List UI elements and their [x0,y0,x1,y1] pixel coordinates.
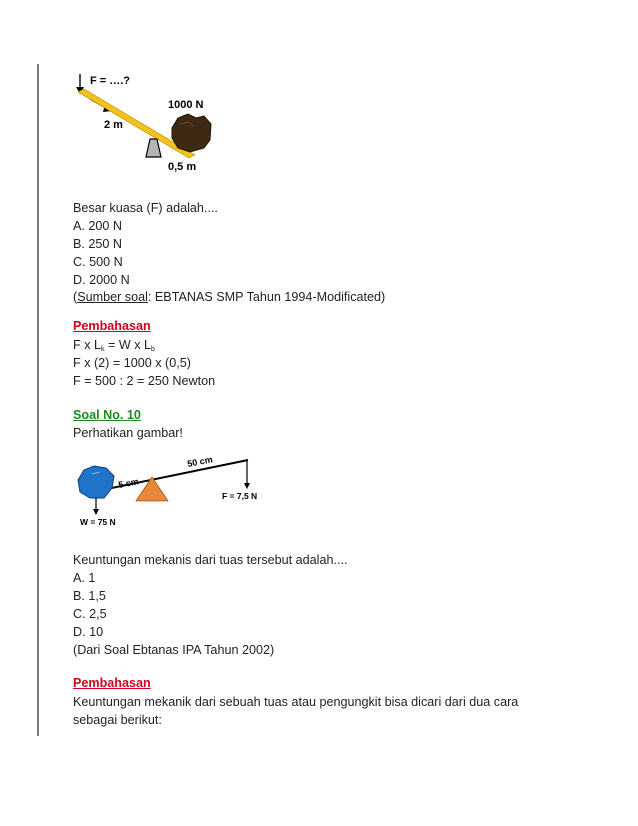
source-open-paren: ( [73,290,78,304]
q10-option-c: C. 2,5 [73,607,107,621]
pembahasan1-line2: F x (2) = 1000 x (0,5) [73,356,191,370]
q10-option-d: D. 10 [73,625,104,639]
q10-instruction: Perhatikan gambar! [73,426,183,440]
pembahasan2-line1: Keuntungan mekanik dari sebuah tuas atau pengungkit bisa dicari dari dua cara [73,695,519,709]
formula-part-a: F x L [73,338,101,352]
long-arm-label: 50 cm [186,454,214,469]
pembahasan-heading-1: Pembahasan [73,319,151,333]
q9-question: Besar kuasa (F) adalah.... [73,201,218,215]
rock-load [78,466,114,498]
q10-source: (Dari Soal Ebtanas IPA Tahun 2002) [73,643,275,657]
soal-10-heading: Soal No. 10 [73,408,141,422]
weight-label: 1000 N [168,99,204,111]
weight-label: W = 75 N [80,517,116,527]
source-rest: : EBTANAS SMP Tahun 1994-Modificated) [147,290,386,304]
q9-source [73,289,385,305]
q9-option-a: A. 200 N [73,219,123,233]
source-link[interactable]: Sumber soal [77,290,148,304]
effort-arm-label: 2 m [104,119,123,131]
short-arm-label: 5 cm [117,476,140,490]
left-margin-rule [37,64,39,736]
pembahasan-heading-2: Pembahasan [73,676,151,690]
q10-question: Keuntungan mekanis dari tuas tersebut adalah.... [73,553,348,567]
q9-option-c: C. 500 N [73,255,123,269]
q9-option-b: B. 250 N [73,237,123,251]
lever-diagram-2 [72,452,272,532]
q10-option-a: A. 1 [73,571,96,585]
force-label: F = ….? [90,75,131,87]
load-arm-label: 0,5 m [168,161,197,173]
formula-part-b: = W x L [104,338,152,352]
formula-sub-b: b [151,346,155,353]
rock-load [172,114,211,152]
pembahasan1-line3: F = 500 : 2 = 250 Newton [73,374,216,388]
pembahasan2-line2: sebagai berikut: [73,713,162,727]
force-label: F = 7,5 N [222,491,258,501]
q9-option-d: D. 2000 N [73,273,130,287]
q10-option-b: B. 1,5 [73,589,106,603]
formula-sub-k: k [101,346,105,353]
lever-diagram-1 [70,68,230,176]
